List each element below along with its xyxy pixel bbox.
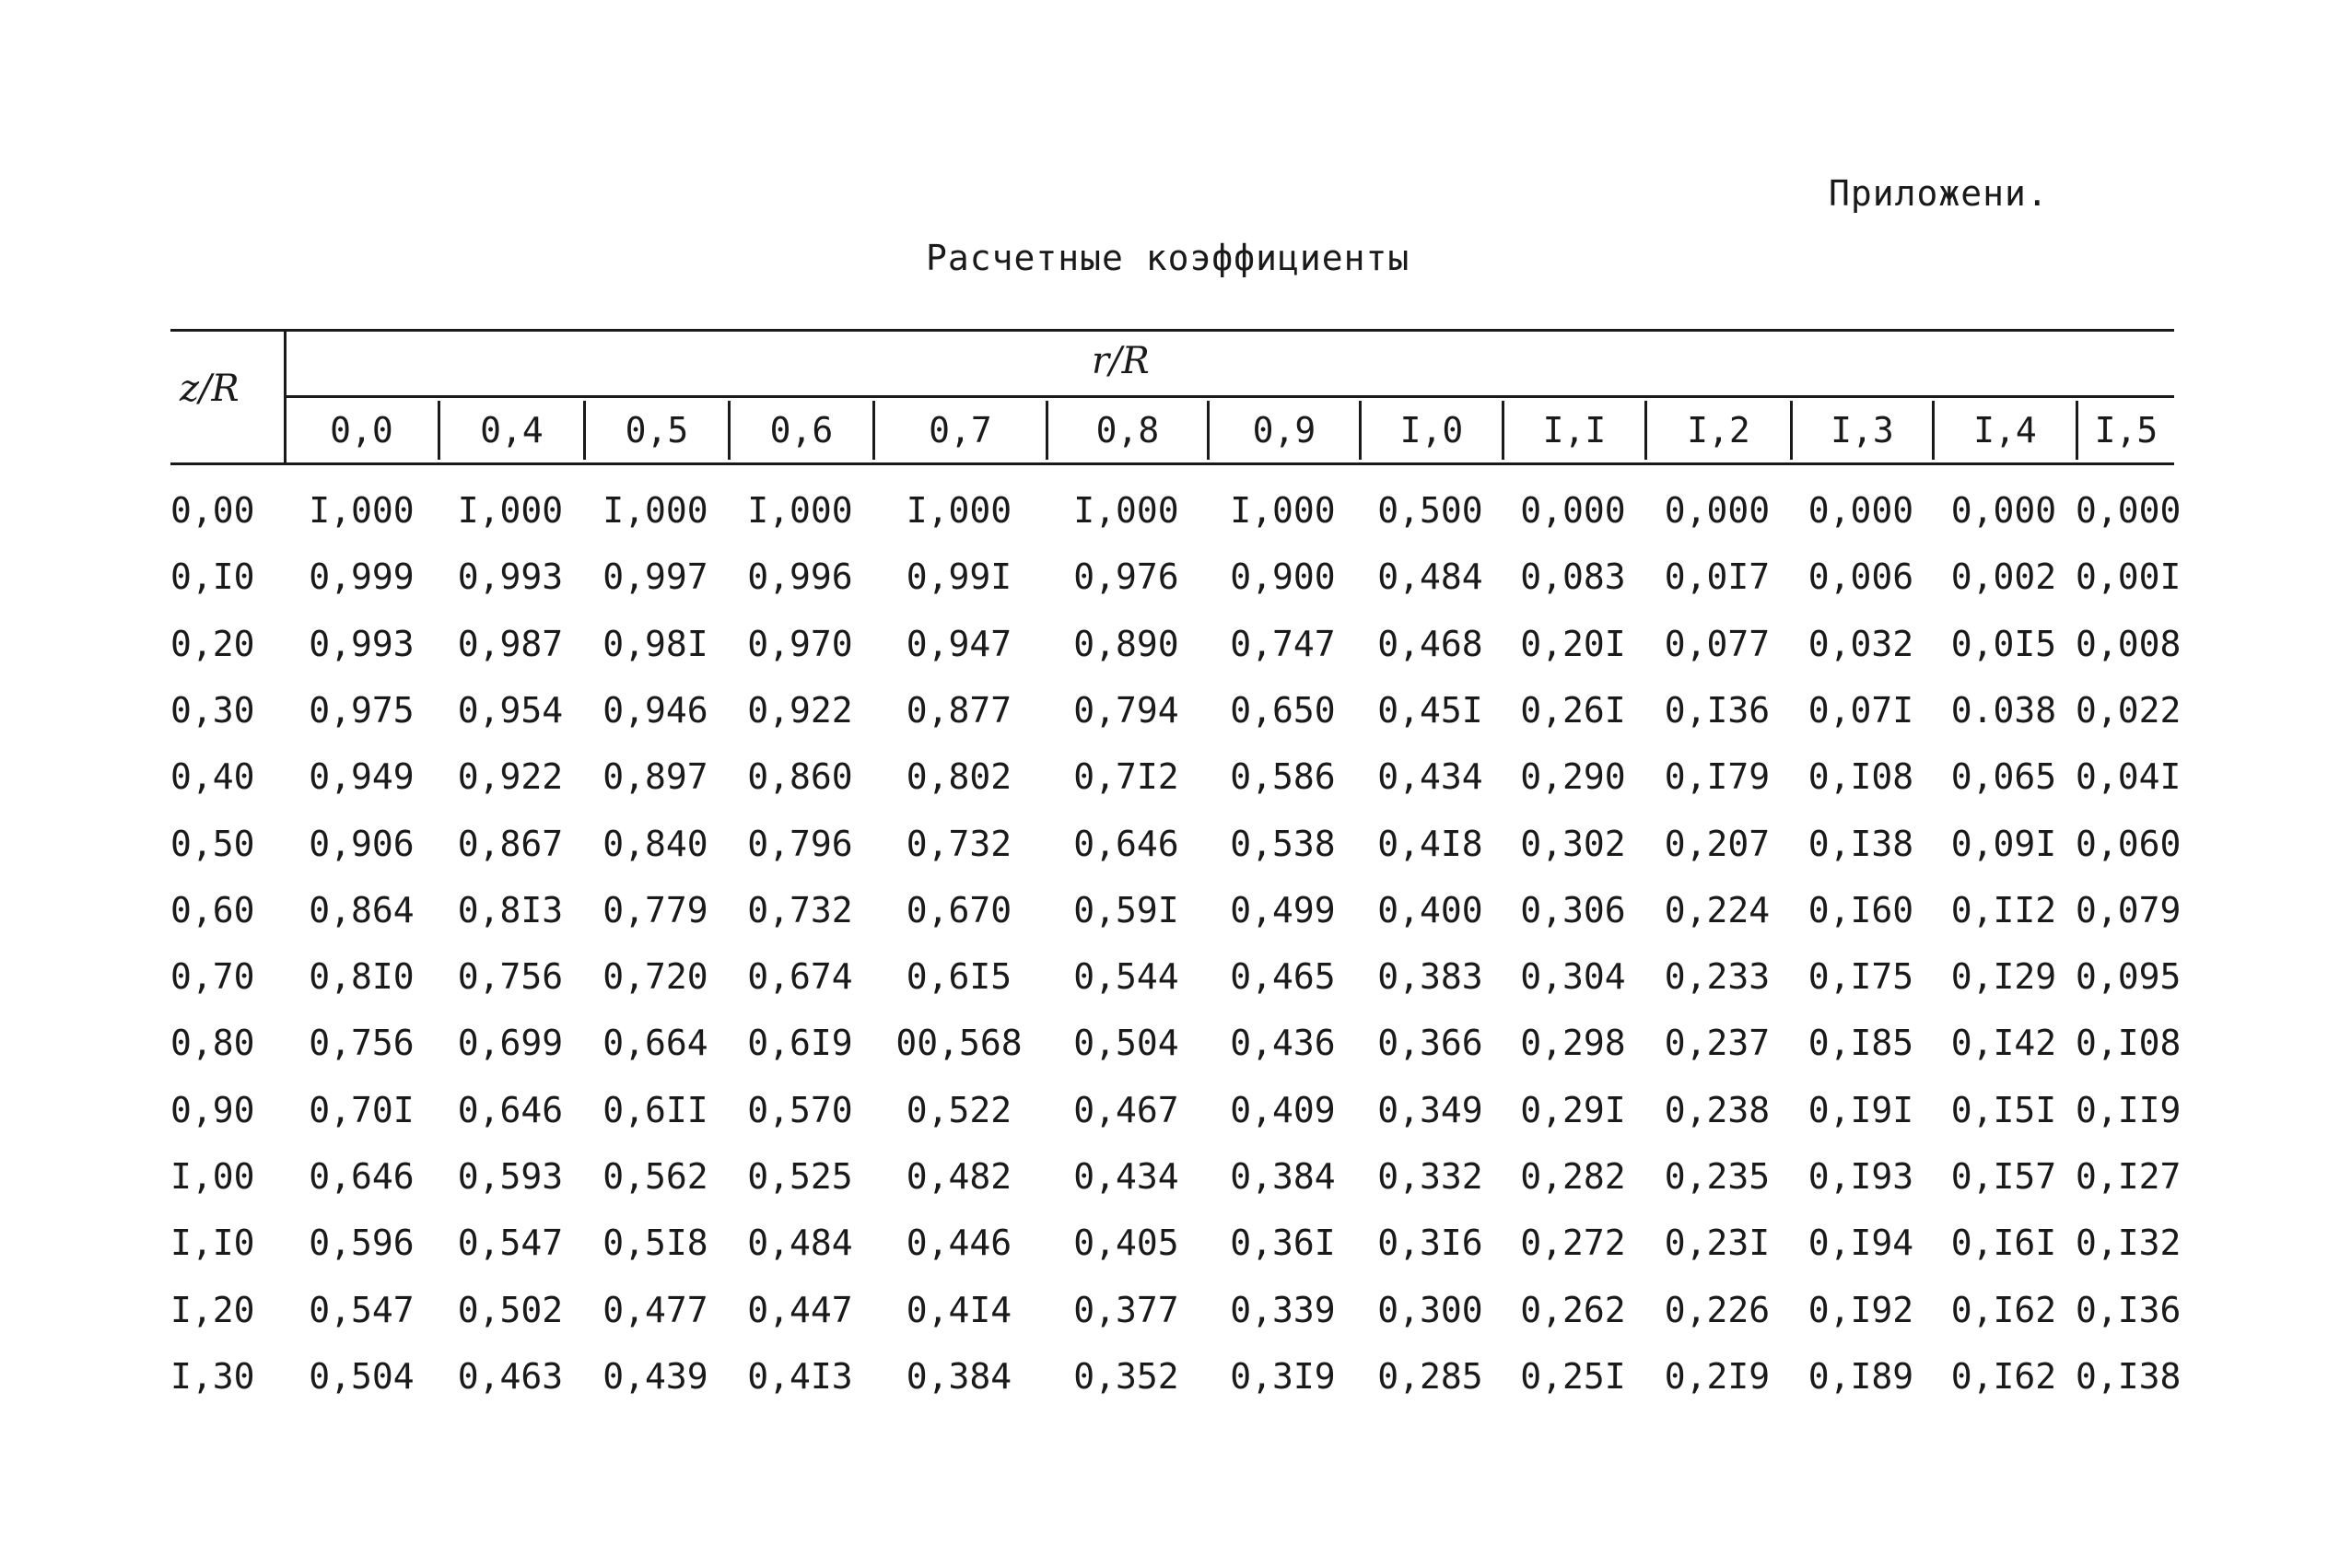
table-cell: 0,993 (457, 556, 564, 598)
column-header: I,5 (2076, 401, 2174, 460)
table-cell: 0,646 (457, 1089, 564, 1130)
table-row (170, 1023, 2182, 1078)
column-header: I,4 (1932, 401, 2076, 460)
table-cell: 0,6I5 (906, 956, 1012, 998)
table-cell: 0,002 (1950, 556, 2057, 598)
table-cell: 0,405 (1073, 1223, 1179, 1264)
page-title: Расчетные коэффициенты (926, 238, 1410, 278)
table-cell: 0,8I3 (457, 889, 564, 930)
table-cell: 0,436 (1230, 1023, 1336, 1064)
table-cell: 0,I60 (1807, 889, 1914, 930)
row-label: 0,50 (170, 823, 255, 864)
table-cell: 0,906 (309, 823, 415, 864)
table-cell: 0,077 (1664, 623, 1771, 664)
table-cell: 0,I93 (1807, 1156, 1914, 1197)
table-cell: 0,I94 (1807, 1223, 1914, 1264)
table-cell: 0,352 (1073, 1355, 1179, 1397)
table-cell: 0,840 (602, 823, 708, 864)
table-cell: 0,207 (1664, 823, 1771, 864)
table-cell: 0,593 (457, 1156, 564, 1197)
table-cell: 0,000 (2076, 490, 2182, 531)
table-cell: 0,70I (309, 1089, 415, 1130)
row-label: 0,20 (170, 623, 255, 664)
table-cell: 0,298 (1520, 1023, 1626, 1064)
table-cell: 0,98I (602, 623, 708, 664)
row-label: 0,90 (170, 1089, 255, 1130)
table-cell: 0,285 (1377, 1355, 1483, 1397)
table-cell: 0,434 (1073, 1156, 1179, 1197)
table-cell: 0,I29 (1950, 956, 2057, 998)
table-cell: 0,482 (906, 1156, 1012, 1197)
table-cell: 0,570 (747, 1089, 853, 1130)
table-cell: 0,04I (2076, 756, 2182, 798)
table-cell: 0,877 (906, 689, 1012, 731)
table-cell: 00,568 (895, 1023, 1023, 1064)
table-cell: 0,006 (1807, 556, 1914, 598)
table-cell: 0,946 (602, 689, 708, 731)
table-cell: 0,2I9 (1664, 1355, 1771, 1397)
table-cell: 0,439 (602, 1355, 708, 1397)
table-cell: 0,45I (1377, 689, 1483, 731)
table-cell: 0,4I8 (1377, 823, 1483, 864)
table-row (170, 756, 2182, 812)
table-cell: 0.038 (1950, 689, 2057, 731)
table-cell: 0,237 (1664, 1023, 1771, 1064)
table-cell: 0,I42 (1950, 1023, 2057, 1064)
table-cell: 0,732 (747, 889, 853, 930)
row-header-label: z/R (180, 368, 240, 410)
header-bottom-rule (170, 462, 2174, 465)
table-cell: 0,867 (457, 823, 564, 864)
table-cell: 0,I62 (1950, 1289, 2057, 1330)
table-cell: 0,3I9 (1230, 1355, 1336, 1397)
table-cell: 0,922 (747, 689, 853, 731)
row-label: 0,40 (170, 756, 255, 798)
row-label: 0,I0 (170, 556, 255, 598)
table-cell: 0,I75 (1807, 956, 1914, 998)
table-cell: 0,544 (1073, 956, 1179, 998)
row-label: 0,00 (170, 490, 255, 531)
table-cell: 0,4I4 (906, 1289, 1012, 1330)
table-cell: 0,502 (457, 1289, 564, 1330)
table-cell: 0,3I6 (1377, 1223, 1483, 1264)
table-cell: 0,499 (1230, 889, 1336, 930)
table-row (170, 956, 2182, 1012)
table-cell: I,000 (602, 490, 708, 531)
table-cell: 0,377 (1073, 1289, 1179, 1330)
table-cell: 0,366 (1377, 1023, 1483, 1064)
table-cell: 0,484 (1377, 556, 1483, 598)
table-cell: 0,095 (2076, 956, 2182, 998)
table-cell: 0,I85 (1807, 1023, 1914, 1064)
column-header: 0,8 (1046, 401, 1207, 460)
table-cell: 0,756 (457, 956, 564, 998)
table-cell: 0,538 (1230, 823, 1336, 864)
table-cell: 0,6II (602, 1089, 708, 1130)
table-cell: 0,25I (1520, 1355, 1626, 1397)
table-cell: I,000 (309, 490, 415, 531)
column-header: 0,4 (438, 401, 583, 460)
table-cell: 0,065 (1950, 756, 2057, 798)
table-cell: 0,060 (2076, 823, 2182, 864)
table-cell: 0,802 (906, 756, 1012, 798)
column-header: 0,0 (330, 410, 393, 451)
table-cell: 0,384 (906, 1355, 1012, 1397)
table-cell: 0,796 (747, 823, 853, 864)
row-label: I,30 (170, 1355, 255, 1397)
table-cell: 0,I79 (1664, 756, 1771, 798)
table-cell: 0,897 (602, 756, 708, 798)
table-row (170, 623, 2182, 679)
table-cell: 0,409 (1230, 1089, 1336, 1130)
table-cell: 0,987 (457, 623, 564, 664)
table-cell: 0,235 (1664, 1156, 1771, 1197)
table-cell: 0,290 (1520, 756, 1626, 798)
table-cell: 0,547 (457, 1223, 564, 1264)
table-cell: 0,484 (747, 1223, 853, 1264)
table-cell: 0,302 (1520, 823, 1626, 864)
table-cell: 0,226 (1664, 1289, 1771, 1330)
table-cell: 0,504 (309, 1355, 415, 1397)
appendix-label: Приложени. (1829, 173, 2049, 214)
table-cell: 0,5I8 (602, 1223, 708, 1264)
table-cell: 0,000 (1807, 490, 1914, 531)
table-cell: I,000 (1230, 490, 1336, 531)
table-row (170, 556, 2182, 612)
table-cell: 0,07I (1807, 689, 1914, 731)
row-label: I,I0 (170, 1223, 255, 1264)
table-cell: 0,900 (1230, 556, 1336, 598)
table-cell: 0,720 (602, 956, 708, 998)
table-cell: 0,699 (457, 1023, 564, 1064)
table-cell: 0,674 (747, 956, 853, 998)
table-cell: 0,233 (1664, 956, 1771, 998)
table-cell: 0,I27 (2076, 1156, 2182, 1197)
table-cell: 0,562 (602, 1156, 708, 1197)
table-cell: 0,970 (747, 623, 853, 664)
table-cell: 0,650 (1230, 689, 1336, 731)
table-cell: 0,864 (309, 889, 415, 930)
table-cell: 0,467 (1073, 1089, 1179, 1130)
table-cell: 0,I32 (2076, 1223, 2182, 1264)
table-cell: 0,465 (1230, 956, 1336, 998)
table-cell: 0,400 (1377, 889, 1483, 930)
table-row (170, 689, 2182, 745)
table-row (170, 823, 2182, 879)
table-cell: 0,000 (1664, 490, 1771, 531)
table-cell: 0,504 (1073, 1023, 1179, 1064)
table-cell: 0,664 (602, 1023, 708, 1064)
column-header: 0,6 (728, 401, 872, 460)
table-cell: 0,779 (602, 889, 708, 930)
row-label: I,00 (170, 1156, 255, 1197)
table-cell: 0,646 (309, 1156, 415, 1197)
table-cell: 0,II9 (2076, 1089, 2182, 1130)
table-cell: 0,I62 (1950, 1355, 2057, 1397)
table-cell: 0,547 (309, 1289, 415, 1330)
table-cell: 0,447 (747, 1289, 853, 1330)
table-cell: 0,0I5 (1950, 623, 2057, 664)
table-cell: 0,I08 (1807, 756, 1914, 798)
table-cell: 0,I6I (1950, 1223, 2057, 1264)
table-cell: 0,383 (1377, 956, 1483, 998)
table-cell: 0,949 (309, 756, 415, 798)
table-cell: 0,I5I (1950, 1089, 2057, 1130)
table-cell: 0,860 (747, 756, 853, 798)
column-header: I,2 (1644, 401, 1790, 460)
table-cell: 0,999 (309, 556, 415, 598)
table-cell: 0,8I0 (309, 956, 415, 998)
table-top-rule (170, 329, 2174, 332)
table-cell: 0,4I3 (747, 1355, 853, 1397)
table-row (170, 1355, 2182, 1411)
table-cell: I,000 (1073, 490, 1179, 531)
table-cell: 0,99I (906, 556, 1012, 598)
table-cell: 0,954 (457, 689, 564, 731)
table-cell: 0,032 (1807, 623, 1914, 664)
table-cell: 0,434 (1377, 756, 1483, 798)
row-label: 0,30 (170, 689, 255, 731)
table-cell: 0,I9I (1807, 1089, 1914, 1130)
table-cell: 0,I38 (2076, 1355, 2182, 1397)
table-cell: 0,596 (309, 1223, 415, 1264)
row-label: I,20 (170, 1289, 255, 1330)
table-cell: 0,525 (747, 1156, 853, 1197)
table-cell: 0,I57 (1950, 1156, 2057, 1197)
table-cell: 0,997 (602, 556, 708, 598)
table-cell: 0,339 (1230, 1289, 1336, 1330)
table-cell: 0,I89 (1807, 1355, 1914, 1397)
table-cell: 0,922 (457, 756, 564, 798)
table-cell: 0,022 (2076, 689, 2182, 731)
table-cell: 0,II2 (1950, 889, 2057, 930)
table-cell: 0,I92 (1807, 1289, 1914, 1330)
table-cell: 0,20I (1520, 623, 1626, 664)
table-cell: 0,349 (1377, 1089, 1483, 1130)
table-cell: 0,I36 (2076, 1289, 2182, 1330)
row-label: 0,80 (170, 1023, 255, 1064)
table-row (170, 1289, 2182, 1345)
table-row (170, 1156, 2182, 1211)
table-cell: 0,477 (602, 1289, 708, 1330)
table-cell: I,000 (457, 490, 564, 531)
table-cell: 0,079 (2076, 889, 2182, 930)
table-row (170, 1089, 2182, 1145)
header-divider-rule (286, 395, 2174, 398)
table-cell: 0,300 (1377, 1289, 1483, 1330)
column-header: I,3 (1790, 401, 1932, 460)
column-header: 0,9 (1207, 401, 1359, 460)
table-cell: 0,29I (1520, 1089, 1626, 1130)
table-cell: 0,332 (1377, 1156, 1483, 1197)
table-cell: 0,463 (457, 1355, 564, 1397)
table-cell: 0,23I (1664, 1223, 1771, 1264)
table-cell: 0,083 (1520, 556, 1626, 598)
table-cell: 0,890 (1073, 623, 1179, 664)
table-cell: 0,000 (1520, 490, 1626, 531)
table-cell: 0,586 (1230, 756, 1336, 798)
table-cell: 0,008 (2076, 623, 2182, 664)
table-cell: 0,993 (309, 623, 415, 664)
table-cell: 0,0I7 (1664, 556, 1771, 598)
table-cell: 0,976 (1073, 556, 1179, 598)
column-header: I,I (1502, 401, 1644, 460)
table-cell: I,000 (747, 490, 853, 531)
table-cell: 0,26I (1520, 689, 1626, 731)
table-cell: 0,000 (1950, 490, 2057, 531)
column-group-label: r/R (1092, 340, 1150, 382)
table-cell: 0,I08 (2076, 1023, 2182, 1064)
column-header: 0,7 (872, 401, 1046, 460)
table-cell: 0,522 (906, 1089, 1012, 1130)
table-cell: I,000 (906, 490, 1012, 531)
table-cell: 0,947 (906, 623, 1012, 664)
table-cell: 0,384 (1230, 1156, 1336, 1197)
column-header: 0,5 (583, 401, 728, 460)
table-row (170, 1223, 2182, 1278)
table-cell: 0,272 (1520, 1223, 1626, 1264)
table-cell: 0,500 (1377, 490, 1483, 531)
table-cell: 0,00I (2076, 556, 2182, 598)
table-cell: 0,224 (1664, 889, 1771, 930)
table-cell: 0,306 (1520, 889, 1626, 930)
table-cell: 0,6I9 (747, 1023, 853, 1064)
row-label: 0,70 (170, 956, 255, 998)
table-cell: 0,I36 (1664, 689, 1771, 731)
row-label: 0,60 (170, 889, 255, 930)
table-cell: 0,7I2 (1073, 756, 1179, 798)
table-cell: 0,975 (309, 689, 415, 731)
table-cell: 0,09I (1950, 823, 2057, 864)
table-cell: 0,794 (1073, 689, 1179, 731)
table-cell: 0,446 (906, 1223, 1012, 1264)
table-cell: 0,I38 (1807, 823, 1914, 864)
table-cell: 0,468 (1377, 623, 1483, 664)
table-cell: 0,238 (1664, 1089, 1771, 1130)
table-row (170, 889, 2182, 945)
table-cell: 0,996 (747, 556, 853, 598)
table-cell: 0,670 (906, 889, 1012, 930)
table-cell: 0,59I (1073, 889, 1179, 930)
table-cell: 0,36I (1230, 1223, 1336, 1264)
table-cell: 0,304 (1520, 956, 1626, 998)
table-row (170, 490, 2182, 545)
table-cell: 0,747 (1230, 623, 1336, 664)
column-header: I,0 (1359, 401, 1502, 460)
table-cell: 0,732 (906, 823, 1012, 864)
table-cell: 0,262 (1520, 1289, 1626, 1330)
table-cell: 0,646 (1073, 823, 1179, 864)
table-cell: 0,282 (1520, 1156, 1626, 1197)
table-cell: 0,756 (309, 1023, 415, 1064)
